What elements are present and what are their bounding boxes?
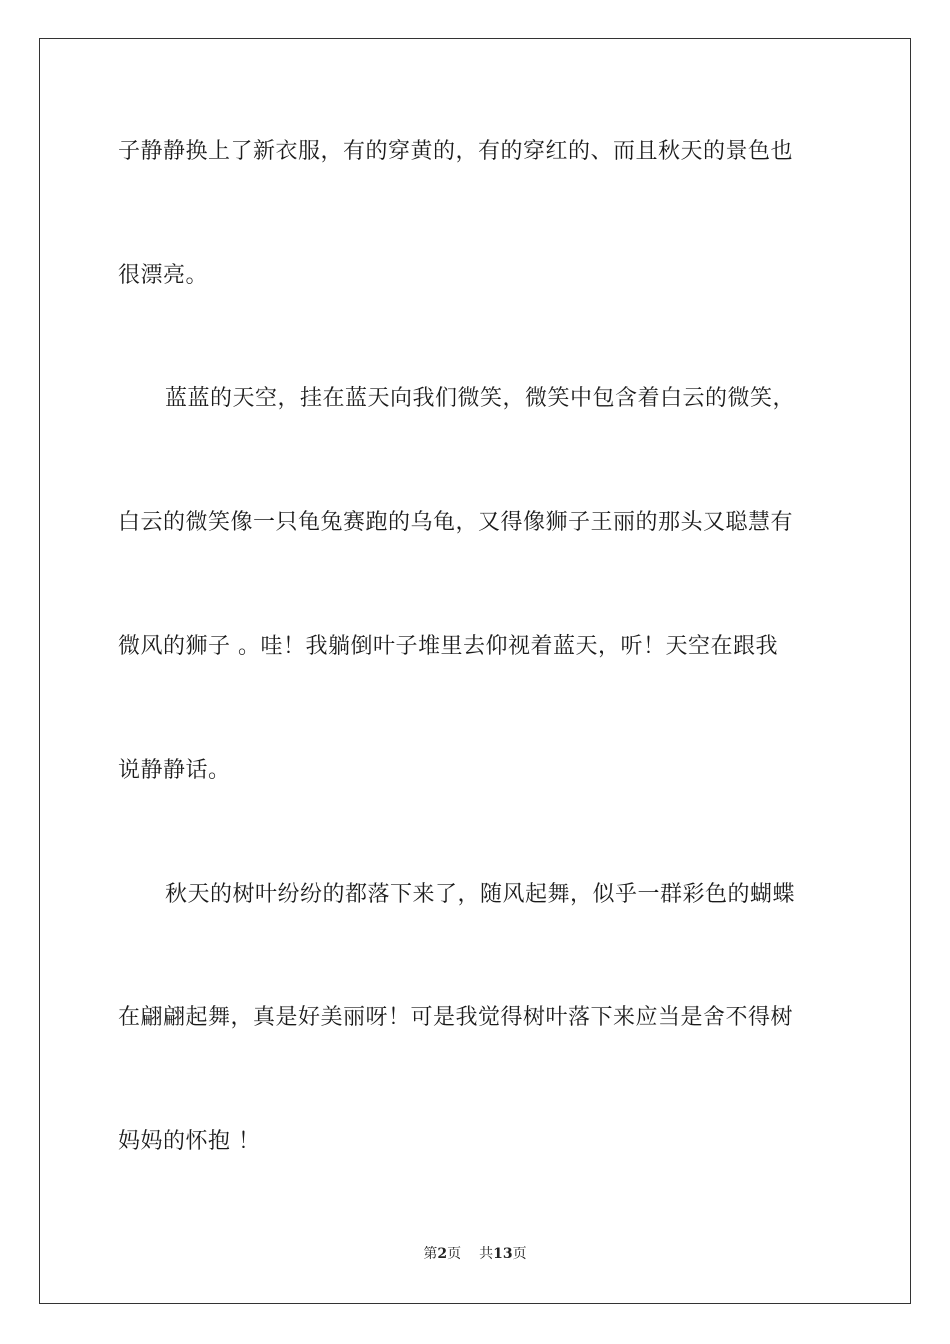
paragraph-line: 微风的狮子 。哇！我躺倒叶子堆里去仰视着蓝天，听！天空在跟我 xyxy=(118,634,778,659)
paragraph-line: 秋天的树叶纷纷的都落下来了，随风起舞，似乎一群彩色的蝴蝶 xyxy=(165,882,796,907)
total-suffix: 页 xyxy=(512,1246,527,1262)
page-suffix: 页 xyxy=(447,1246,462,1262)
total-prefix: 共 xyxy=(479,1246,494,1262)
paragraph-line: 妈妈的怀抱 ！ xyxy=(118,1129,261,1154)
paragraph-line: 白云的微笑像一只龟兔赛跑的乌龟，又得像狮子王丽的那头又聪慧有 xyxy=(118,510,794,535)
paragraph-line: 很漂亮。 xyxy=(118,263,209,288)
page-number: 2 xyxy=(437,1246,448,1262)
page-border xyxy=(39,38,911,1304)
paragraph-line: 蓝蓝的天空，挂在蓝天向我们微笑，微笑中包含着白云的微笑， xyxy=(165,386,796,411)
paragraph-line: 说静静话。 xyxy=(118,758,231,783)
page-prefix: 第 xyxy=(423,1246,438,1262)
paragraph-line: 子静静换上了新衣服，有的穿黄的，有的穿红的、而且秋天的景色也 xyxy=(118,139,794,164)
page-footer xyxy=(0,1245,950,1263)
paragraph-line: 在翩翩起舞，真是好美丽呀！可是我觉得树叶落下来应当是舍不得树 xyxy=(118,1005,794,1030)
total-pages: 13 xyxy=(493,1246,513,1262)
